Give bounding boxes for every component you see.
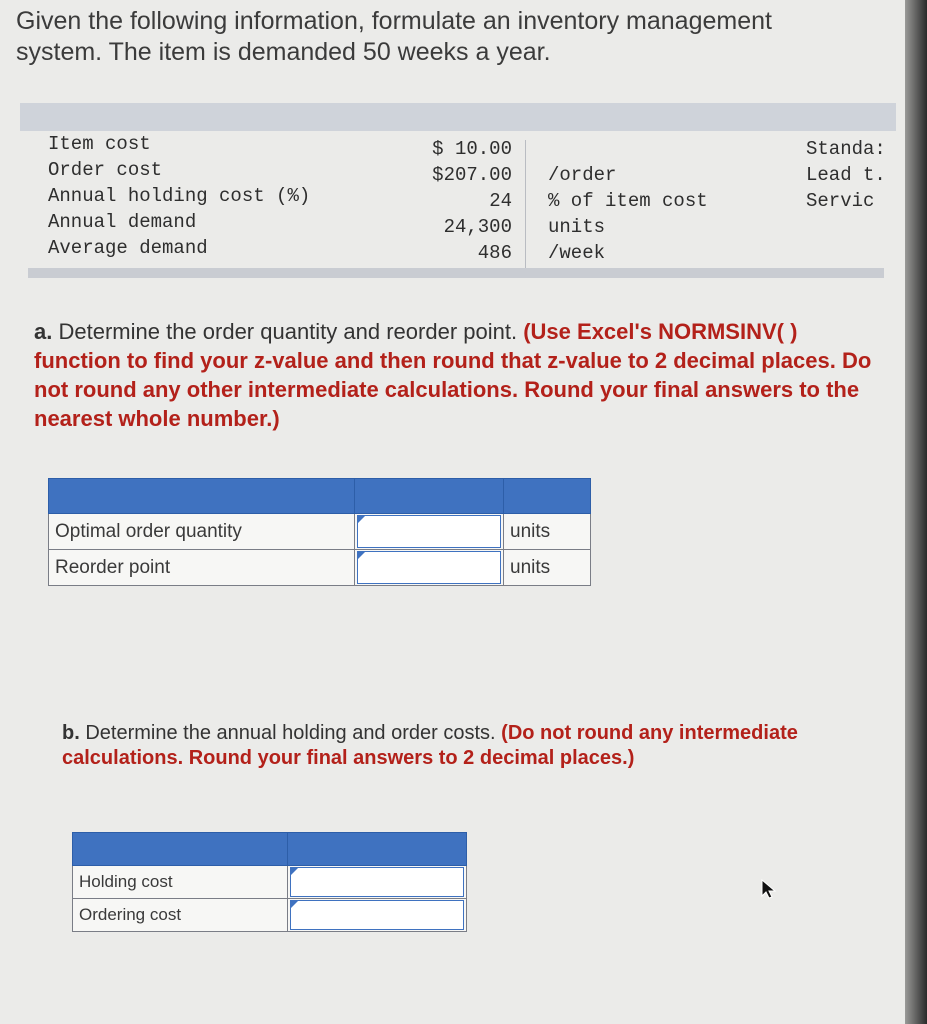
label-annual-demand: Annual demand xyxy=(48,211,197,233)
value-annual-demand: 24,300 xyxy=(443,216,512,238)
table-row xyxy=(73,866,467,899)
unit-holding-cost: % of item cost xyxy=(548,190,708,212)
row-label-holding-cost: Holding cost xyxy=(73,866,288,899)
label-lead-time: Lead t. xyxy=(806,164,886,186)
question-b xyxy=(62,721,832,771)
label-standard-deviation: Standa: xyxy=(806,138,886,160)
question-a-instruction: (Use Excel's NORMSINV( ) function to find your z-value and then round that z-value to 2 decimal places. Do not round any other intermediate calculations. Round your final answers to the nearest whole number.) xyxy=(34,319,872,431)
question-a xyxy=(34,317,874,433)
unit-annual-demand: units xyxy=(548,216,606,238)
row-label-reorder-point: Reorder point xyxy=(49,550,355,586)
info-units xyxy=(548,162,708,266)
value-item-cost: $ 10.00 xyxy=(432,138,512,160)
row-label-ordering-cost: Ordering cost xyxy=(73,899,288,932)
question-b-prompt: Determine the annual holding and order costs. xyxy=(85,722,496,744)
info-table-footer-band xyxy=(28,268,884,278)
table-row xyxy=(49,550,591,586)
holding-cost-input[interactable] xyxy=(290,867,464,897)
question-a-letter: a. xyxy=(34,319,53,344)
ordering-cost-input[interactable] xyxy=(290,900,464,930)
value-holding-cost: 24 xyxy=(489,190,512,212)
label-average-demand: Average demand xyxy=(48,237,208,259)
label-holding-cost: Annual holding cost (%) xyxy=(48,185,311,207)
unit-label: units xyxy=(504,550,591,586)
table-row xyxy=(49,514,591,550)
question-b-letter: b. xyxy=(62,722,80,744)
answer-table-a-header xyxy=(49,479,591,514)
table-row xyxy=(73,899,467,932)
answer-table-b xyxy=(72,832,467,932)
optimal-order-quantity-input[interactable] xyxy=(357,515,501,548)
label-item-cost: Item cost xyxy=(48,133,151,155)
label-order-cost: Order cost xyxy=(48,159,163,181)
screen-bezel-edge xyxy=(905,0,927,1024)
info-right-column xyxy=(806,136,886,214)
unit-average-demand: /week xyxy=(548,242,606,264)
question-b-instruction: (Do not round any intermediate calculations. Round your final answers to 2 decimal places.) xyxy=(62,722,798,769)
reorder-point-input[interactable] xyxy=(357,551,501,584)
value-order-cost: $207.00 xyxy=(432,164,512,186)
intro-line-1: Given the following information, formulate an inventory management xyxy=(16,7,772,35)
question-a-prompt: Determine the order quantity and reorder point. xyxy=(58,319,518,344)
mouse-cursor-icon xyxy=(760,878,782,900)
unit-label: units xyxy=(504,514,591,550)
unit-order-cost: /order xyxy=(548,164,617,186)
answer-table-a xyxy=(48,478,591,586)
answer-table-b-header xyxy=(73,833,467,866)
info-values xyxy=(400,136,512,266)
row-label-optimal-order-quantity: Optimal order quantity xyxy=(49,514,355,550)
info-labels xyxy=(48,131,310,261)
intro-line-2: system. The item is demanded 50 weeks a year. xyxy=(16,38,551,66)
info-column-divider xyxy=(525,140,526,268)
label-service-level: Servic xyxy=(806,190,875,212)
info-table-header-band xyxy=(20,103,896,131)
problem-intro xyxy=(16,6,876,68)
value-average-demand: 486 xyxy=(477,242,512,264)
